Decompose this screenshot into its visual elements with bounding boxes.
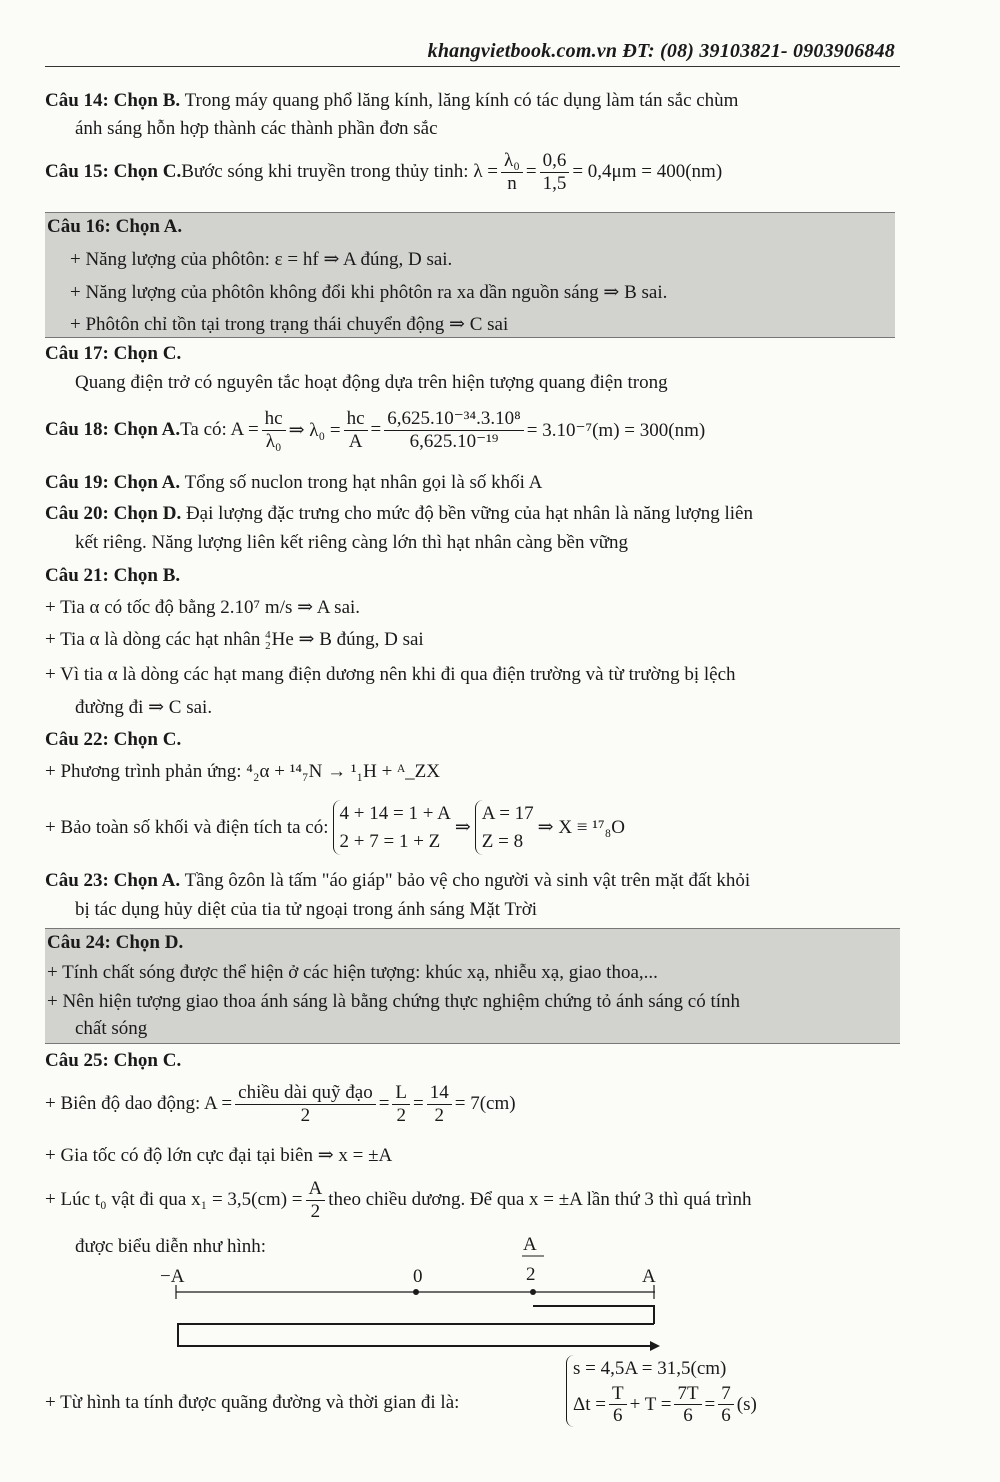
q22-system-2: A = 17 Z = 8: [475, 800, 534, 855]
q25-result-distance: s = 4,5A = 31,5(cm): [573, 1358, 727, 1379]
q18-line: Câu 18: Chọn A. Ta có: A = $\frac{hc}{\text{λ₀}}$ ⇒ λ₀ = $\frac{hc}{A}$ = $\frac{\text{6,625.10⁻³⁴.3.10⁸}}{\text{6,625.10⁻¹⁹}}$ = 3.10⁻⁷(m) = 300(nm): [45, 408, 706, 452]
q15-frac-2: $\frac{0,6}{1,5}$: [540, 150, 570, 195]
q21-label: Câu 21: Chọn B.: [45, 565, 181, 586]
axis-point-zero: [413, 1289, 419, 1295]
axis-label-half-den: 2: [526, 1264, 536, 1285]
q25-frac-14: $\frac{14}{2}$: [427, 1082, 452, 1127]
q15-frac-1: $\frac{\text{λ₀}}{n}$: [501, 150, 523, 195]
q17-text: Quang điện trở có nguyên tắc hoạt động dựa trên hiện tượng quang điện trong: [75, 372, 668, 393]
axis-point-half: [530, 1289, 536, 1295]
q14-label: Câu 14: Chọn B.: [45, 90, 181, 111]
q23-label: Câu 23: Chọn A.: [45, 870, 181, 891]
q25-initial-position: + Lúc t₀ vật đi qua x₁ = 3,5(cm) = $\frac{A}{2}$ theo chiều dương. Để qua x = ±A lần thứ 3 thì quá trình: [45, 1178, 752, 1222]
axis-label-a: A: [642, 1266, 656, 1287]
q25-amplitude: + Biên độ dao động: A = $\frac{\text{chiều dài quỹ đạo}}{2}$ = $\frac{L}{2}$ = $\frac{14}{2}$ = 7(cm): [45, 1082, 516, 1126]
q21-item-3: + Vì tia α là dòng các hạt mang điện dương nên khi đi qua điện trường và từ trường bị lệch: [45, 664, 736, 685]
q16-item-3: + Phôtôn chỉ tồn tại trong trạng thái chuyển động ⇒ C sai: [70, 314, 509, 335]
q24-label: Câu 24: Chọn D.: [47, 932, 184, 953]
helium-nuclide: 4 2: [265, 628, 271, 652]
q14-line2: ánh sáng hỗn hợp thành các thành phần đơn sắc: [75, 118, 438, 139]
q19-line: Câu 19: Chọn A. Tổng số nuclon trong hạt nhân gọi là số khối A: [45, 472, 543, 493]
q25-result-system: [562, 1355, 761, 1427]
q20-line2: kết riêng. Năng lượng liên kết riêng càng lớn thì hạt nhân càng bền vững: [75, 532, 629, 553]
q18-label: Câu 18: Chọn A.: [45, 419, 181, 441]
q23-line1: Câu 23: Chọn A. Tầng ôzôn là tấm "áo giáp" bảo vệ cho người và sinh vật trên mặt đất khỏi: [45, 870, 751, 891]
axis-label-zero: 0: [413, 1266, 423, 1287]
q20-label: Câu 20: Chọn D.: [45, 503, 182, 524]
path-arrowhead: [650, 1341, 660, 1351]
q17-label: Câu 17: Chọn C.: [45, 343, 182, 364]
q25-frac-a-half: $\frac{A}{2}$: [306, 1178, 326, 1223]
q22-reaction: + Phương trình phản ứng: ⁴₂α + ¹⁴₇N → ¹₁H + ᴬ_ZX: [45, 761, 440, 782]
q14-line1: Câu 14: Chọn B. Trong máy quang phổ lăng kính, lăng kính có tác dụng làm tán sắc chùm: [45, 90, 739, 111]
q22-system-1: 4 + 14 = 1 + A 2 + 7 = 1 + Z: [333, 800, 451, 855]
q25-frac-l: $\frac{L}{2}$: [392, 1082, 410, 1127]
q24-item-2-cont: chất sóng: [75, 1018, 148, 1039]
q25-acceleration: + Gia tốc có độ lớn cực đại tại biên ⇒ x = ±A: [45, 1145, 393, 1166]
q16-label: Câu 16: Chọn A.: [47, 216, 183, 237]
path-segment-1: [533, 1306, 654, 1324]
page-header: khangvietbook.com.vn ĐT: (08) 39103821- 0903906848: [427, 40, 895, 62]
axis-label-minus-a: −A: [160, 1266, 185, 1287]
q23-line2: bị tác dụng hủy diệt của tia tử ngoại trong ánh sáng Mặt Trời: [75, 899, 538, 920]
q16-item-1: + Năng lượng của phôtôn: ε = hf ⇒ A đúng, D sai.: [70, 249, 453, 270]
q25-result-intro: + Từ hình ta tính được quãng đường và thời gian đi là:: [45, 1392, 460, 1413]
q25-label: Câu 25: Chọn C.: [45, 1050, 182, 1071]
q18-frac-3: $\frac{\text{6,625.10⁻³⁴.3.10⁸}}{\text{6,625.10⁻¹⁹}}$: [384, 408, 523, 453]
q15-label: Câu 15: Chọn C.: [45, 161, 182, 183]
path-segment-2: [178, 1324, 654, 1346]
q19-label: Câu 19: Chọn A.: [45, 472, 181, 493]
q16-item-2: + Năng lượng của phôtôn không đổi khi phôtôn ra xa dần nguồn sáng ⇒ B sai.: [70, 282, 668, 303]
q25-figure-caption: được biểu diễn như hình:: [75, 1236, 267, 1257]
q18-frac-2: $\frac{hc}{A}$: [344, 408, 368, 453]
q21-item-3-cont: đường đi ⇒ C sai.: [75, 697, 213, 718]
q21-item-2: + Tia α là dòng các hạt nhân 4 2 He ⇒ B đúng, D sai: [45, 628, 424, 652]
q24-item-2: + Nên hiện tượng giao thoa ánh sáng là bằng chứng thực nghiệm chứng tỏ ánh sáng có tính: [47, 991, 741, 1012]
q20-line1: Câu 20: Chọn D. Đại lượng đặc trưng cho mức độ bền vững của hạt nhân là năng lượng liên: [45, 503, 753, 524]
q25-frac-length: $\frac{\text{chiều dài quỹ đạo}}{2}$: [235, 1082, 376, 1127]
q25-result-time: Δt = $\frac{T}{6}$ + T = $\frac{7T}{6}$ = $\frac{7}{6}$ (s): [573, 1382, 757, 1427]
q24-item-1: + Tính chất sóng được thể hiện ở các hiện tượng: khúc xạ, nhiễu xạ, giao thoa,...: [47, 962, 658, 983]
q22-label: Câu 22: Chọn C.: [45, 729, 182, 750]
q18-frac-1: $\frac{hc}{\text{λ₀}}$: [262, 408, 286, 453]
q15-line: Câu 15: Chọn C. Bước sóng khi truyền trong thủy tinh: λ = $\frac{\text{λ₀}}{n}$ = $\frac{0,6}{1,5}$ = 0,4μm = 400(nm): [45, 150, 723, 194]
axis-label-half-num: A: [523, 1234, 537, 1255]
q22-conservation: + Bảo toàn số khối và điện tích ta có: 4 + 14 = 1 + A 2 + 7 = 1 + Z ⇒ A = 17 Z = 8 ⇒ X ≡ ¹⁷₈O: [45, 800, 625, 855]
q25-result-brace: [566, 1355, 757, 1427]
q21-item-1: + Tia α có tốc độ bằng 2.10⁷ m/s ⇒ A sai.: [45, 597, 361, 618]
